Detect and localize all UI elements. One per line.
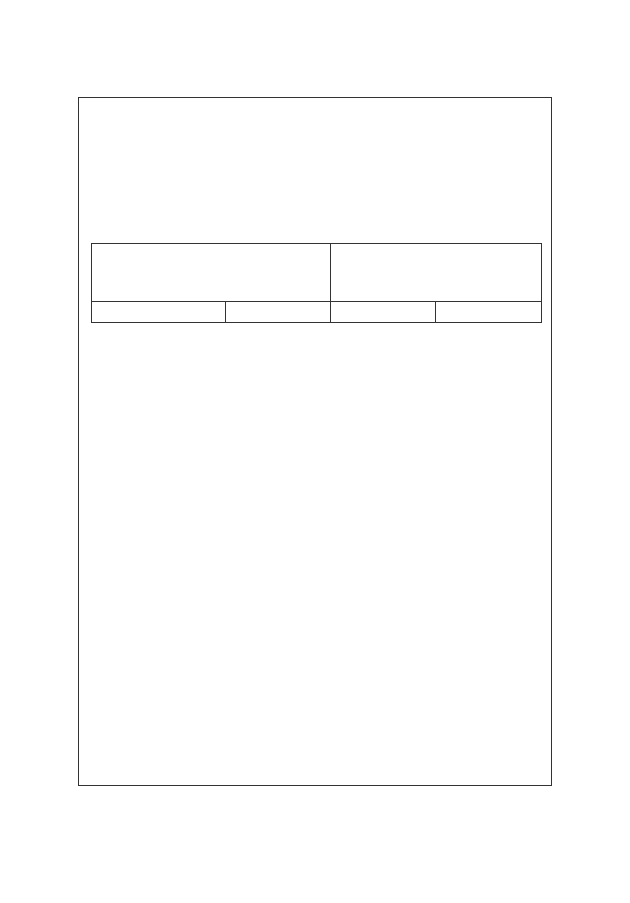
certificate-frame bbox=[78, 97, 552, 786]
supplier-label-cell bbox=[92, 244, 331, 302]
issue-date bbox=[155, 153, 227, 167]
header-remarks bbox=[436, 302, 542, 323]
header-price bbox=[331, 302, 436, 323]
fuel-table bbox=[91, 243, 542, 323]
header-date bbox=[92, 302, 226, 323]
header-amount bbox=[226, 302, 331, 323]
table-header-row bbox=[92, 302, 542, 323]
supplier-value-cell[interactable] bbox=[331, 244, 542, 302]
election-date bbox=[313, 176, 489, 190]
